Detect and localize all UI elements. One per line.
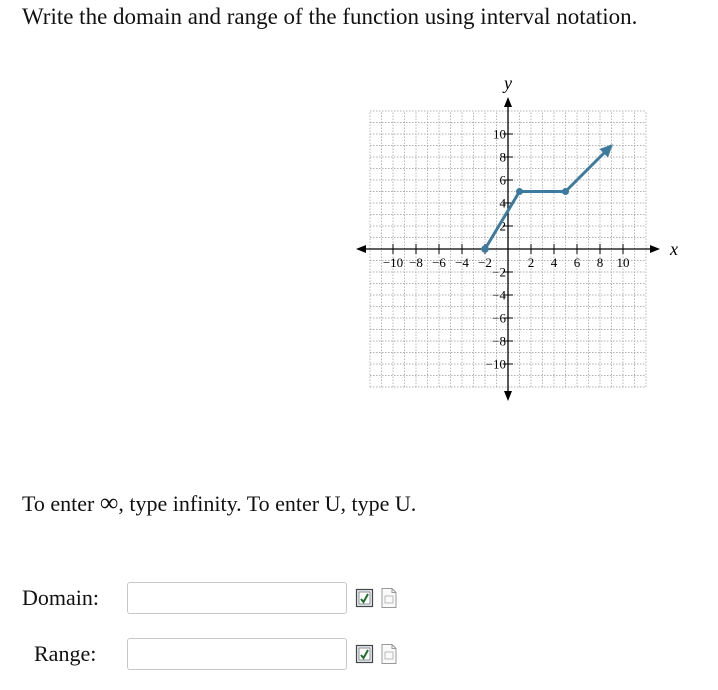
x-tick-label: −8: [409, 255, 423, 270]
y-tick-label: −2: [492, 264, 506, 280]
range-input[interactable]: [127, 638, 347, 670]
instructions-text: [22, 488, 416, 518]
answer-help-icon[interactable]: [379, 587, 399, 609]
function-start-point: [481, 245, 489, 253]
x-tick-label: 2: [527, 255, 535, 270]
x-tick-label: −10: [382, 255, 404, 270]
range-row: [22, 634, 399, 674]
domain-row: [22, 578, 399, 618]
x-tick-label: 10: [616, 255, 630, 270]
union-symbol: U: [324, 491, 341, 516]
question-text: Write the domain and range of the function using interval notation.: [22, 4, 638, 29]
preview-icon[interactable]: [355, 643, 375, 665]
domain-label: Domain:: [22, 585, 99, 610]
y-axis-label: y: [504, 73, 512, 93]
y-tick-label: 6: [499, 172, 506, 188]
answer-help-icon[interactable]: [379, 643, 399, 665]
instructions-prefix: To enter: [22, 491, 100, 516]
x-tick-label: −6: [432, 255, 446, 270]
x-tick-label: −4: [455, 255, 469, 270]
y-axis-arrow-up: [504, 97, 512, 107]
function-graph: [330, 52, 710, 427]
y-tick-label: −6: [492, 310, 506, 326]
x-tick-label: 6: [573, 255, 581, 270]
domain-input[interactable]: [127, 582, 347, 614]
x-axis-label: x: [670, 239, 678, 259]
x-tick-label: 8: [596, 255, 604, 270]
graph-svg: [330, 52, 710, 427]
y-axis-arrow-down: [504, 391, 512, 401]
instructions-suffix: , type U.: [340, 491, 417, 516]
preview-icon[interactable]: [355, 587, 375, 609]
infinity-symbol: ∞: [99, 488, 119, 517]
y-tick-label: −10: [485, 356, 506, 372]
y-tick-label: 4: [499, 195, 506, 211]
y-tick-label: 2: [499, 218, 506, 234]
y-tick-label: 8: [499, 149, 506, 165]
y-tick-label: −4: [492, 287, 506, 303]
y-tick-label: 10: [493, 126, 506, 142]
function-vertex-point: [516, 188, 523, 195]
x-tick-label: −2: [478, 255, 492, 270]
x-tick-label: 4: [550, 255, 558, 270]
y-tick-label: −8: [492, 333, 506, 349]
x-axis-arrow-right: [650, 245, 660, 253]
x-axis-arrow-left: [356, 245, 366, 253]
range-label: Range:: [34, 641, 97, 666]
instructions-middle: , type infinity. To enter: [118, 491, 325, 516]
function-vertex-point: [562, 188, 569, 195]
